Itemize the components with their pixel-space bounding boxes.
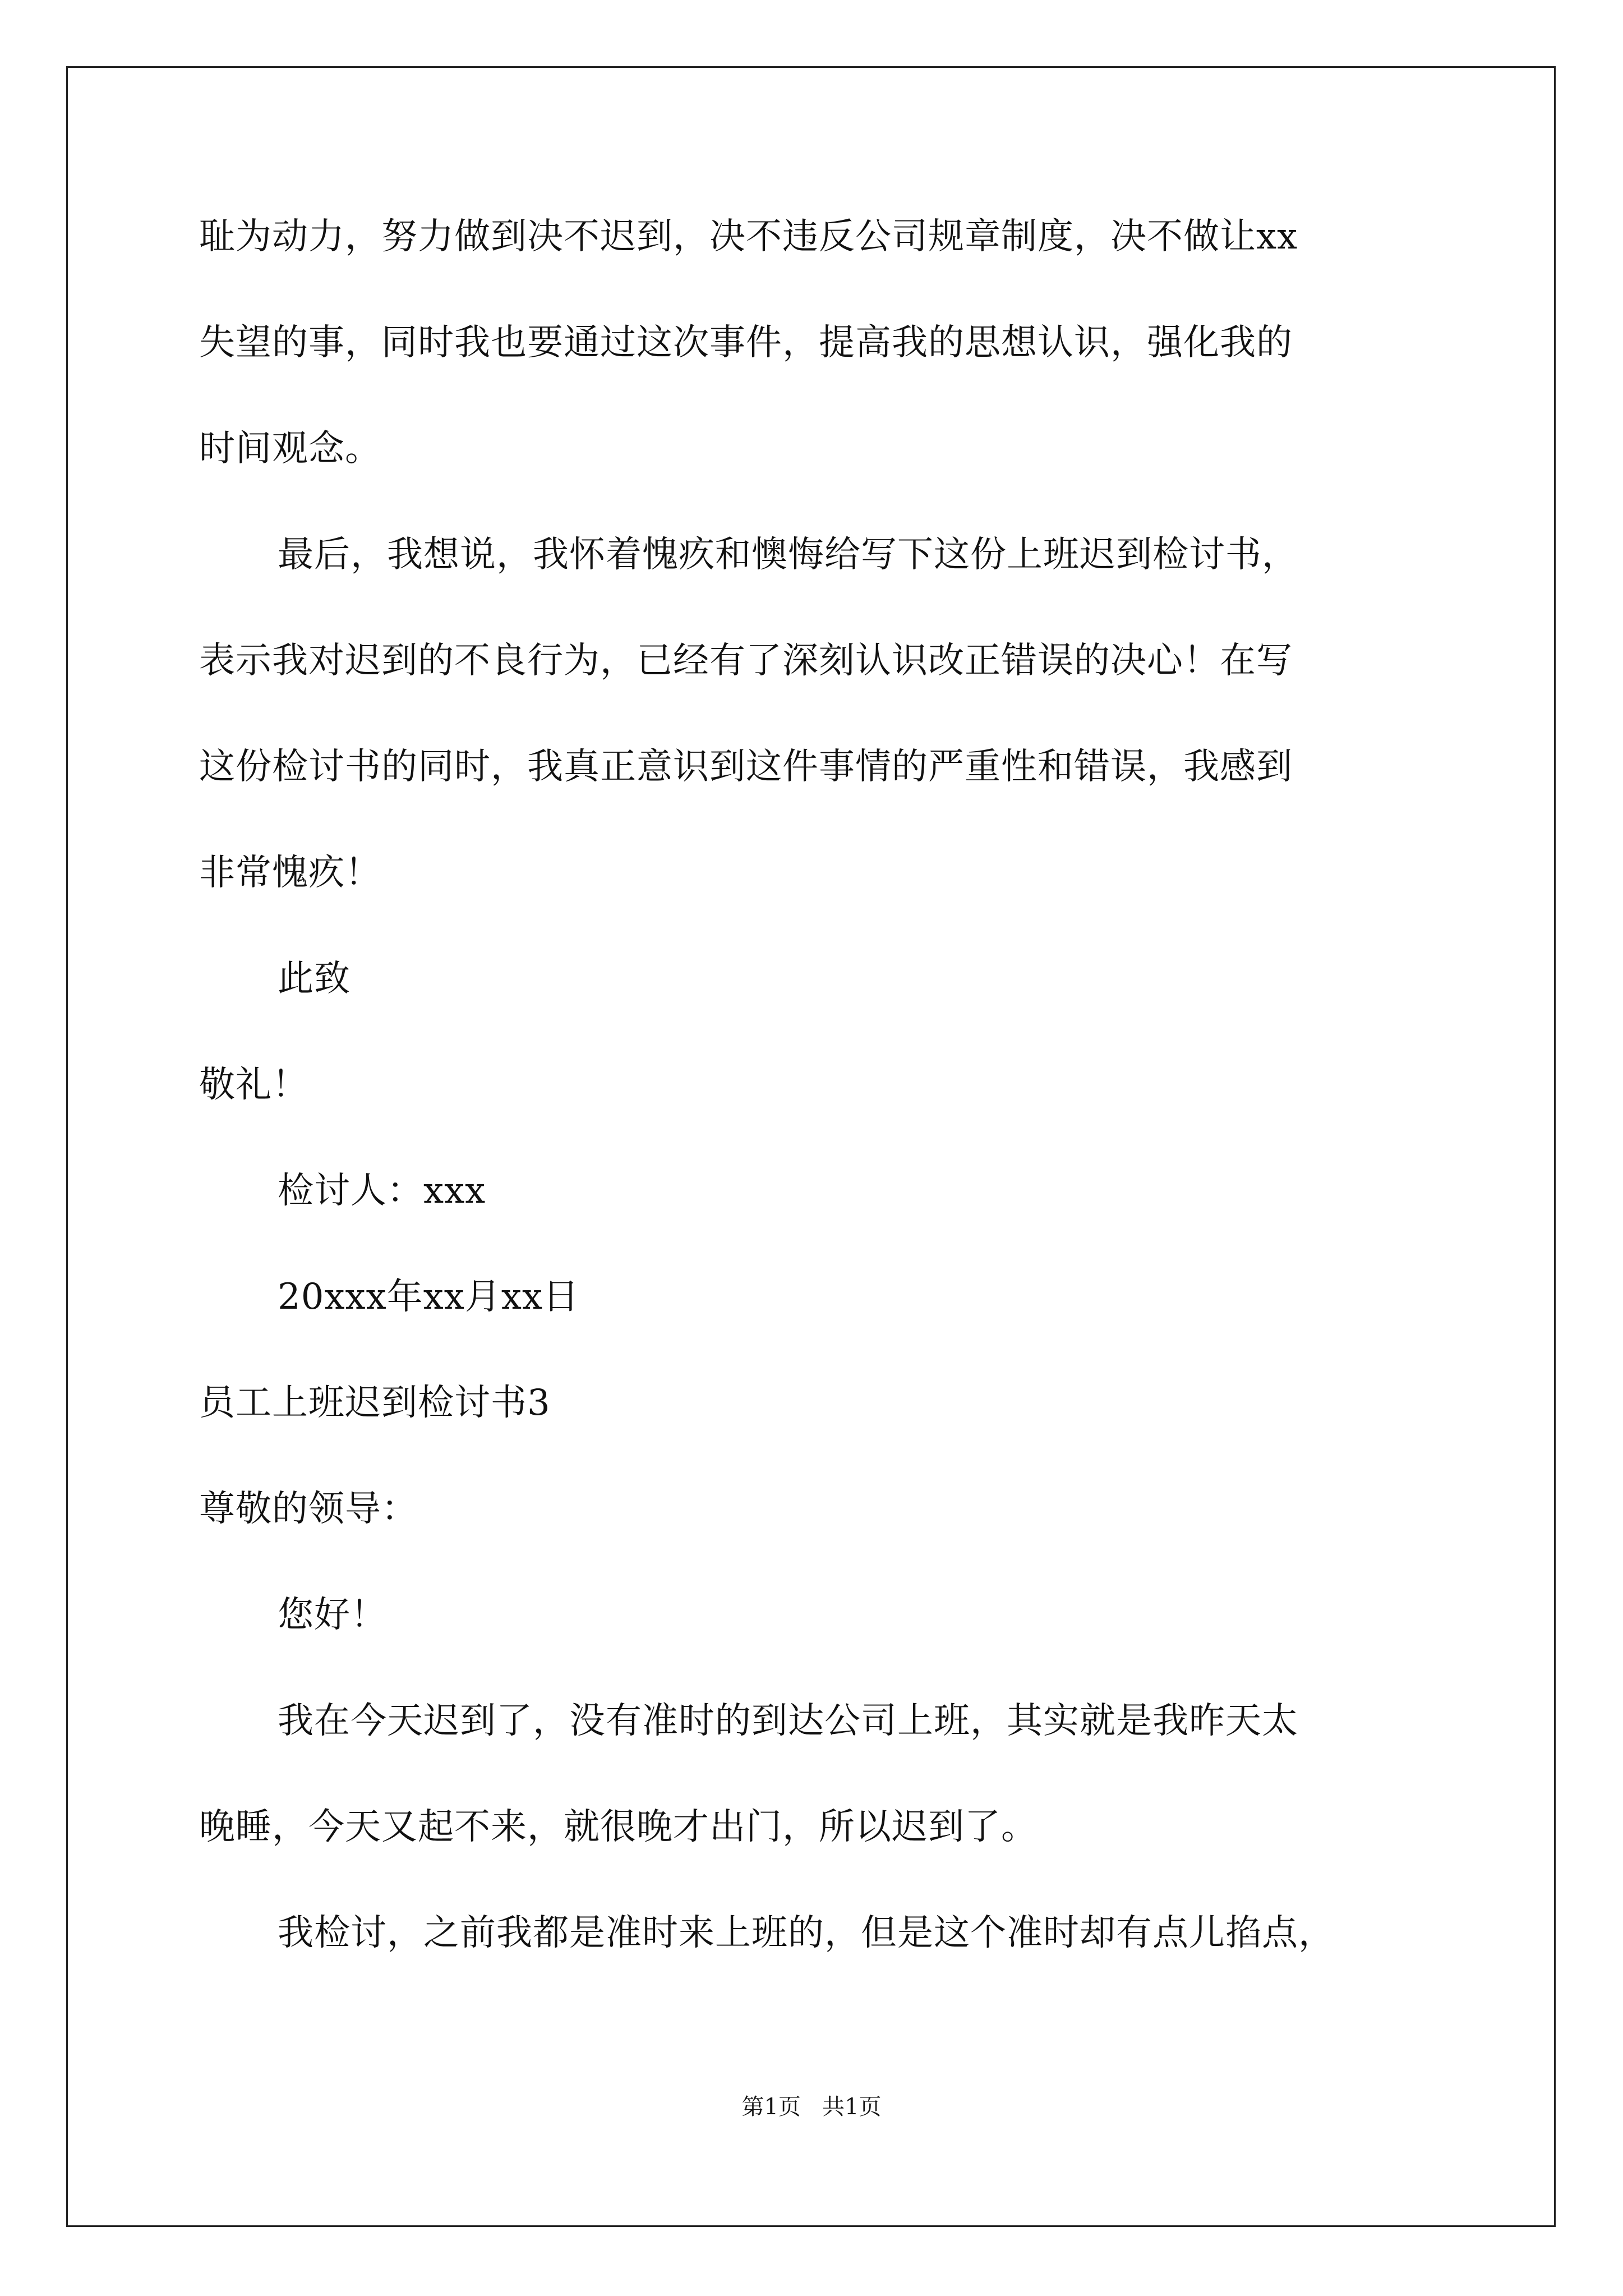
paragraph-line: 表示我对迟到的不良行为，已经有了深刻认识改正错误的决心！在写: [199, 640, 1293, 682]
signature-line: 检讨人：xxx: [278, 1170, 486, 1212]
paragraph-line: 晚睡，今天又起不来，就很晚才出门，所以迟到了。: [199, 1806, 1038, 1848]
letter-hello: 您好！: [278, 1594, 387, 1636]
paragraph-line: 最后，我想说，我怀着愧疚和懊悔给写下这份上班迟到检讨书，: [278, 534, 1298, 576]
paragraph-line: 耻为动力，努力做到决不迟到，决不违反公司规章制度，决不做让xx: [199, 216, 1298, 257]
date-line: 20xxx年xx月xx日: [278, 1276, 580, 1318]
closing-regards: 敬礼！: [199, 1064, 308, 1106]
document-body: [199, 216, 1433, 2021]
letter-greeting: 尊敬的领导：: [199, 1488, 418, 1530]
section-title: 员工上班迟到检讨书3: [199, 1382, 551, 1424]
paragraph-line: 失望的事，同时我也要通过这次事件，提高我的思想认识，强化我的: [199, 322, 1293, 364]
paragraph-line: 我检讨，之前我都是准时来上班的，但是这个准时却有点儿掐点，: [278, 1912, 1335, 1954]
closing-salutation: 此致: [278, 958, 351, 1000]
paragraph-line: 我在今天迟到了，没有准时的到达公司上班，其实就是我昨天太: [278, 1700, 1298, 1742]
paragraph-line: 时间观念。: [199, 428, 381, 470]
paragraph-line: 这份检讨书的同时，我真正意识到这件事情的严重性和错误，我感到: [199, 746, 1293, 788]
page-number-footer: 第1页 共1页: [741, 2094, 882, 2120]
paragraph-line: 非常愧疚！: [199, 852, 381, 894]
